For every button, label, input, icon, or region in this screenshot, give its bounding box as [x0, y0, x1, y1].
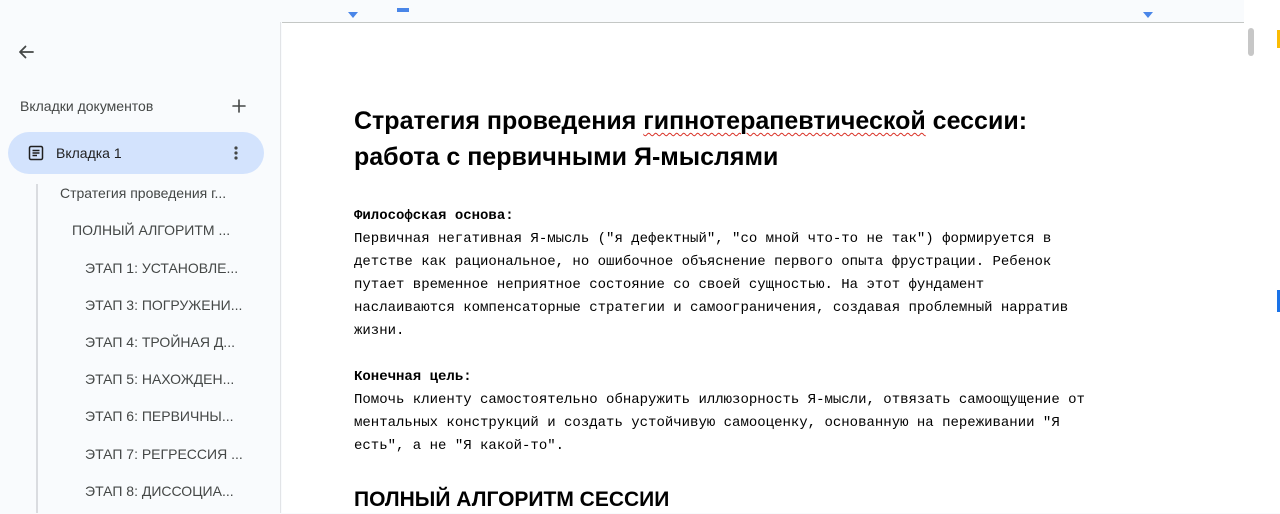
paragraph-line: наслаиваются компенсаторные стратегии и самоограничения, создавая проблемный нарратив: [354, 300, 1069, 316]
arrow-left-icon: [16, 42, 36, 62]
more-vert-icon: [234, 145, 238, 161]
paragraph-line: путает временное неприятное состояние со своей сущностью. На этот фундамент: [354, 277, 985, 293]
section-heading-goal: Конечная цель:: [354, 369, 472, 385]
paragraph-line: Первичная негативная Я-мысль ("я дефектный", "со мной что-то не так") формируется в: [354, 231, 1052, 247]
outline-item-stage-5[interactable]: ЭТАП 5: НАХОЖДЕН...: [85, 371, 235, 387]
philosophy-section: [354, 205, 1068, 343]
tabs-title: Вкладки документов: [20, 98, 154, 114]
right-indent-marker[interactable]: [1143, 12, 1153, 18]
title-line-2: работа с первичными Я-мыслями: [354, 143, 779, 171]
paragraph-line: жизни.: [354, 323, 405, 339]
document-page[interactable]: [282, 23, 1244, 513]
outline-item-stage-7[interactable]: ЭТАП 7: РЕГРЕССИЯ ...: [85, 446, 243, 462]
right-side-panel: [1258, 0, 1280, 513]
add-tab-button[interactable]: [228, 95, 250, 117]
first-line-indent-marker[interactable]: [397, 8, 409, 12]
plus-icon: [232, 99, 246, 113]
document-content[interactable]: [354, 103, 1164, 511]
tab-item-1[interactable]: [8, 132, 264, 174]
outline-item-title[interactable]: Стратегия проведения г...: [60, 185, 227, 201]
tab-label: Вкладка 1: [56, 145, 122, 161]
back-button[interactable]: [12, 38, 40, 66]
paragraph-line: детстве как рациональное, но ошибочное объяснение первого опыта фрустрации. Ребенок: [354, 254, 1052, 270]
tab-more-button[interactable]: [226, 143, 246, 163]
outline-item-stage-4[interactable]: ЭТАП 4: ТРОЙНАЯ Д...: [85, 334, 235, 350]
vertical-scrollbar[interactable]: [1244, 0, 1258, 513]
section-heading-algorithm: ПОЛНЫЙ АЛГОРИТМ СЕССИИ: [354, 488, 670, 511]
left-indent-marker[interactable]: [348, 12, 358, 18]
paragraph-line: ментальных конструкций и создать устойчивую самооценку, основанную на переживании "Я: [354, 415, 1060, 431]
sidebar-divider: [280, 22, 281, 513]
document-title: [354, 103, 1164, 175]
goal-section: [354, 366, 1085, 458]
paragraph-line: есть", а не "Я какой-то".: [354, 438, 565, 454]
outline-guide-line: [36, 184, 38, 513]
document-tabs-sidebar: [0, 0, 280, 513]
title-text-part1: Стратегия проведения: [354, 107, 644, 135]
title-misspelled-word[interactable]: гипнотерапевтической: [643, 107, 926, 135]
document-icon: [28, 145, 44, 161]
title-text-part2: сессии:: [925, 107, 1028, 135]
outline-item-algorithm[interactable]: ПОЛНЫЙ АЛГОРИТМ ...: [72, 222, 231, 238]
outline-item-stage-6[interactable]: ЭТАП 6: ПЕРВИЧНЫ...: [85, 408, 234, 424]
scrollbar-thumb[interactable]: [1248, 28, 1254, 56]
tabs-header: [20, 96, 250, 116]
paragraph-line: Помочь клиенту самостоятельно обнаружить иллюзорность Я-мысли, отвязать самоощущение от: [354, 392, 1085, 408]
outline-item-stage-1[interactable]: ЭТАП 1: УСТАНОВЛЕ...: [85, 260, 239, 276]
section-heading-philosophy: Философская основа:: [354, 208, 514, 224]
outline-item-stage-8[interactable]: ЭТАП 8: ДИССОЦИА...: [85, 483, 234, 499]
outline-item-stage-3[interactable]: ЭТАП 3: ПОГРУЖЕНИ...: [85, 297, 243, 313]
